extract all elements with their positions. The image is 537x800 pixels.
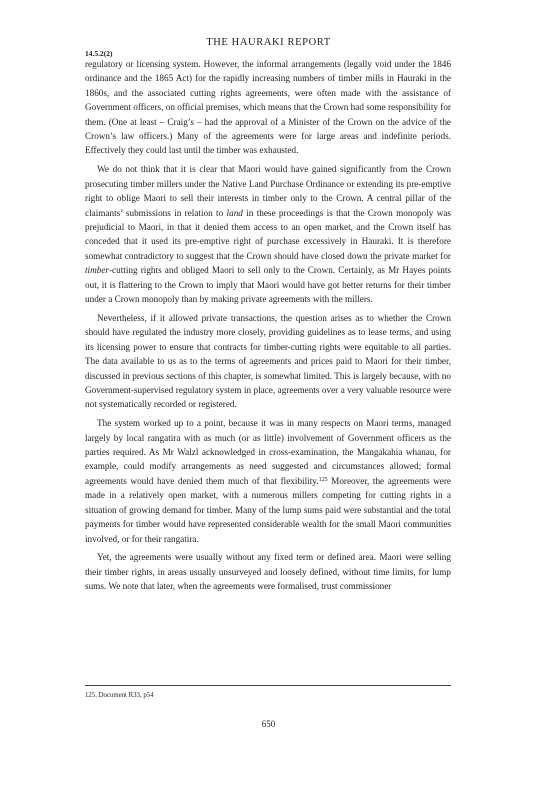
body-text: [85, 57, 451, 594]
paragraph-4: The system worked up to a point, because it was in many respects on Maori terms, managed largely by local rangatira with as much (or as little) involvement of Government officers as the parties required. As Mr Walzl acknowledged in cross-examination, the Mangakahia whanau, for example, could modify arrangements as need suggested and circumstances allowed; formal agreements would have denied them much of that flexibility.$^{125}$ Moreover, the agreements were made in a relatively open market, with a numerous millers competing for cutting rights in a situation of growing demand for timber. Many of the lump sums paid were substantial and the total payments for timber would have represented considerable wealth for the small Maori communities involved, or for their rangatira.: [85, 418, 452, 544]
paragraph-5: Yet, the agreements were usually without any fixed term or defined area. Maori were selling their timber rights, in areas usually unsurveyed and loosely defined, without time limits, for lump sums. We note that later, when the agreements were formalised, trust commissioner: [85, 552, 451, 592]
paragraph-1: regulatory or licensing system. However, the informal arrangements (legally void under the 1846 ordinance and the 1865 Act) for the rapidly increasing numbers of timber mills in Hauraki in the 1860s, and the associated cutting rights agreements, were often made with the assistance of Government officers, on official premises, which means that the Crown had some responsibility for them. (One at least – Craig’s – had the approval of a Minister of the Crown on the advice of the Crown’s law officers.) Many of the agreements were for large areas and indefinite periods. Effectively they could last until the timber was exhausted.: [85, 59, 451, 156]
emphasis-timber: timber: [85, 265, 109, 276]
emphasis-land: land: [226, 207, 243, 218]
footnote-reference[interactable]: 125: [318, 476, 328, 483]
paragraph-3: Nevertheless, if it allowed private transactions, the question arises as to whether the Crown should have regulated the industry more closely, providing guidelines as to lease terms, and using its licensing power to ensure that contracts for timber-cutting rights were equitable to all parties. The data available to us as to the terms of agreements and prices paid to Maori for their timber, discussed in previous sections of this chapter, is somewhat limited. This is largely because, with no Government-supervised regulatory system in place, agreements over a very valuable resource were not systematically recorded or registered.: [85, 312, 451, 410]
footnote: 125. Document R33, p54: [85, 692, 154, 699]
section-number: 14.5.2(2): [85, 49, 113, 58]
footnote-divider: [85, 685, 451, 686]
page-number: 650: [261, 719, 276, 729]
running-title: THE HAURAKI REPORT: [206, 37, 331, 48]
paragraph-2: We do not think that it is clear that Maori would have gained significantly from the Crown prosecuting timber millers under the Native Land Purchase Ordinance or extending its pre-emptive right to oblige Maori to sell their interests in timber only to the Crown. A central pillar of the claimants’ submissions in relation to land in these proceedings is that the Crown monopoly was prejudicial to Maori, in that it denied them access to an open market, and the Crown itself has conceded that it used its pre-emptive right of purchase excessively in Hauraki. It is therefore somewhat contradictory to suggest that the Crown should have closed down the private market for timber-cutting rights and obliged Maori to sell only to the Crown. Certainly, as Mr Hayes points out, it is flattering to the Crown to imply that Maori would have got better returns for their timber under a Crown monopoly than by making private agreements with the millers.: [85, 164, 451, 304]
